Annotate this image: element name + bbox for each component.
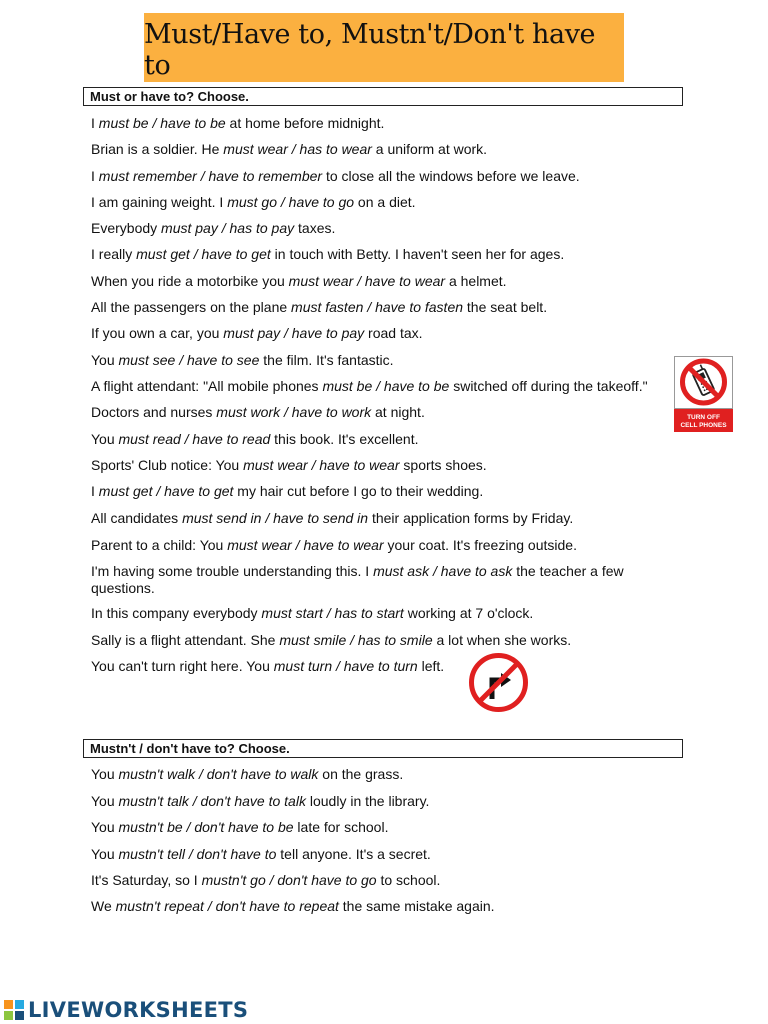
exercise-sentence xyxy=(91,537,666,554)
sentence-text: a uniform at work. xyxy=(371,141,488,157)
liveworksheets-logo-icon xyxy=(4,1000,24,1020)
sentence-text: I xyxy=(91,115,99,131)
choice-options[interactable]: must pay / has to pay xyxy=(161,220,295,236)
sentence-text: You xyxy=(91,766,119,782)
sign-line2: CELL PHONES xyxy=(680,422,727,429)
sentence-text: Sports' Club notice: You xyxy=(91,457,244,473)
sentence-text: the seat belt. xyxy=(463,299,548,315)
sentence-text: left. xyxy=(417,658,445,674)
sentence-text: A flight attendant: "All mobile phones xyxy=(91,378,323,394)
sentence-text: the film. It's fantastic. xyxy=(259,352,394,368)
sentence-text: my hair cut before I go to their wedding. xyxy=(233,483,484,499)
sentence-text: When you ride a motorbike you xyxy=(91,273,289,289)
choice-options[interactable]: must be / have to be xyxy=(98,115,226,131)
exercise-sentence xyxy=(91,431,666,448)
choice-options[interactable]: must ask / have to ask xyxy=(373,563,513,579)
sentence-text: your coat. It's freezing outside. xyxy=(383,537,577,553)
sentence-text: I'm having some trouble understanding this. I xyxy=(91,563,374,579)
sentence-text: You xyxy=(91,846,119,862)
sentence-text: working at 7 o'clock. xyxy=(403,605,534,621)
sentence-text: In this company everybody xyxy=(91,605,262,621)
choice-options[interactable]: mustn't talk / don't have to talk xyxy=(118,793,306,809)
sentence-text: tell anyone. It's a secret. xyxy=(276,846,431,862)
choice-options[interactable]: mustn't go / don't have to go xyxy=(201,872,377,888)
exercise-sentence xyxy=(91,510,666,527)
choice-options[interactable]: must wear / have to wear xyxy=(288,273,446,289)
exercise-sentence xyxy=(91,115,666,132)
sentence-text: a lot when she works. xyxy=(432,632,572,648)
no-cell-phone-icon xyxy=(674,356,733,432)
sentence-text: a helmet. xyxy=(445,273,507,289)
choice-options[interactable]: must get / have to get xyxy=(136,246,271,262)
liveworksheets-logo xyxy=(4,997,248,1023)
sentence-text: taxes. xyxy=(294,220,336,236)
sentence-text: the teacher a few questions. xyxy=(91,563,624,596)
page-title: Must/Have to, Mustn't/Don't have to xyxy=(144,18,596,81)
exercise-sentence xyxy=(91,605,666,622)
exercise-sentence xyxy=(91,168,666,185)
exercise-sentence xyxy=(91,766,666,783)
sentence-text: I xyxy=(91,483,99,499)
choice-options[interactable]: must wear / have to wear xyxy=(243,457,400,473)
sentence-text: It's Saturday, so I xyxy=(91,872,202,888)
section2-header: Mustn't / don't have to? Choose. xyxy=(83,739,683,758)
sentence-text: You can't turn right here. You xyxy=(91,658,274,674)
exercise-sentence xyxy=(91,220,666,237)
sentence-text: Doctors and nurses xyxy=(91,404,217,420)
choice-options[interactable]: must start / has to start xyxy=(261,605,404,621)
sentence-text: to close all the windows before we leave. xyxy=(322,168,580,184)
no-right-turn-sign xyxy=(469,653,528,712)
exercise-sentence xyxy=(91,246,666,263)
exercise-sentence xyxy=(91,404,666,421)
sentence-text: this book. It's excellent. xyxy=(270,431,419,447)
exercise-sentence xyxy=(91,141,666,158)
sentence-text: Everybody xyxy=(91,220,162,236)
sentence-text: sports shoes. xyxy=(399,457,487,473)
sentence-text: I am gaining weight. I xyxy=(91,194,228,210)
choice-options[interactable]: mustn't tell / don't have to xyxy=(118,846,277,862)
choice-options[interactable]: must fasten / have to fasten xyxy=(291,299,464,315)
sentence-text: You xyxy=(91,431,119,447)
sentence-text: I xyxy=(91,168,99,184)
choice-options[interactable]: mustn't repeat / don't have to repeat xyxy=(115,898,339,914)
choice-options[interactable]: must work / have to work xyxy=(216,404,372,420)
sentence-text: Sally is a flight attendant. She xyxy=(91,632,280,648)
sentence-text: to school. xyxy=(376,872,441,888)
sentence-text: the same mistake again. xyxy=(338,898,495,914)
sentence-text: All candidates xyxy=(91,510,183,526)
choice-options[interactable]: mustn't be / don't have to be xyxy=(118,819,294,835)
sentence-text: You xyxy=(91,819,119,835)
title-banner xyxy=(144,13,624,82)
sentence-text: Parent to a child: You xyxy=(91,537,228,553)
choice-options[interactable]: must get / have to get xyxy=(98,483,234,499)
exercise-sentence xyxy=(91,872,666,889)
exercise-sentence xyxy=(91,898,666,915)
no-right-turn-icon xyxy=(469,653,528,712)
sentence-text: We xyxy=(91,898,116,914)
choice-options[interactable]: must be / have to be xyxy=(322,378,450,394)
exercise-sentence xyxy=(91,457,666,474)
exercise-sentence xyxy=(91,352,666,369)
choice-options[interactable]: must see / have to see xyxy=(118,352,260,368)
sentence-text: at night. xyxy=(371,404,425,420)
sentence-text: You xyxy=(91,352,119,368)
exercise-sentence xyxy=(91,819,666,836)
sign-line1: TURN OFF xyxy=(687,414,720,421)
sentence-text: switched off during the takeoff." xyxy=(449,378,648,394)
sentence-text: If you own a car, you xyxy=(91,325,224,341)
section1-header: Must or have to? Choose. xyxy=(83,87,683,106)
exercise-sentence xyxy=(91,325,666,342)
exercise-sentence xyxy=(91,194,666,211)
sentence-text: late for school. xyxy=(293,819,389,835)
exercise-sentence xyxy=(91,846,666,863)
sentence-text: in touch with Betty. I haven't seen her for ages. xyxy=(270,246,565,262)
choice-options[interactable]: must turn / have to turn xyxy=(273,658,418,674)
choice-options[interactable]: must send in / have to send in xyxy=(182,510,369,526)
exercise-sentence xyxy=(91,483,666,500)
choice-options[interactable]: must read / have to read xyxy=(118,431,271,447)
choice-options[interactable]: must wear / has to wear xyxy=(223,141,372,157)
exercise-sentence xyxy=(91,378,666,395)
sentence-text: at home before midnight. xyxy=(225,115,385,131)
sentence-text: their application forms by Friday. xyxy=(368,510,574,526)
choice-options[interactable]: must pay / have to pay xyxy=(223,325,365,341)
sentence-text: loudly in the library. xyxy=(305,793,430,809)
logo-text: LIVEWORKSHEETS xyxy=(28,998,249,1022)
exercise-sentence xyxy=(91,632,666,649)
choice-options[interactable]: mustn't walk / don't have to walk xyxy=(118,766,319,782)
sentence-text: Brian is a soldier. He xyxy=(91,141,224,157)
exercise-sentence xyxy=(91,273,666,290)
exercise-sentence xyxy=(91,299,666,316)
sentence-text: road tax. xyxy=(364,325,423,341)
sentence-text: on the grass. xyxy=(318,766,404,782)
sentence-text: All the passengers on the plane xyxy=(91,299,292,315)
sentence-text: on a diet. xyxy=(354,194,416,210)
exercise-sentence xyxy=(91,793,666,810)
no-cell-phone-sign xyxy=(674,356,733,432)
choice-options[interactable]: must smile / has to smile xyxy=(279,632,433,648)
exercise-sentence xyxy=(91,563,666,597)
exercise-sentence xyxy=(91,658,666,675)
sentence-text: You xyxy=(91,793,119,809)
choice-options[interactable]: must wear / have to wear xyxy=(227,537,384,553)
choice-options[interactable]: must go / have to go xyxy=(227,194,355,210)
sentence-text: I really xyxy=(91,246,137,262)
choice-options[interactable]: must remember / have to remember xyxy=(98,168,323,184)
